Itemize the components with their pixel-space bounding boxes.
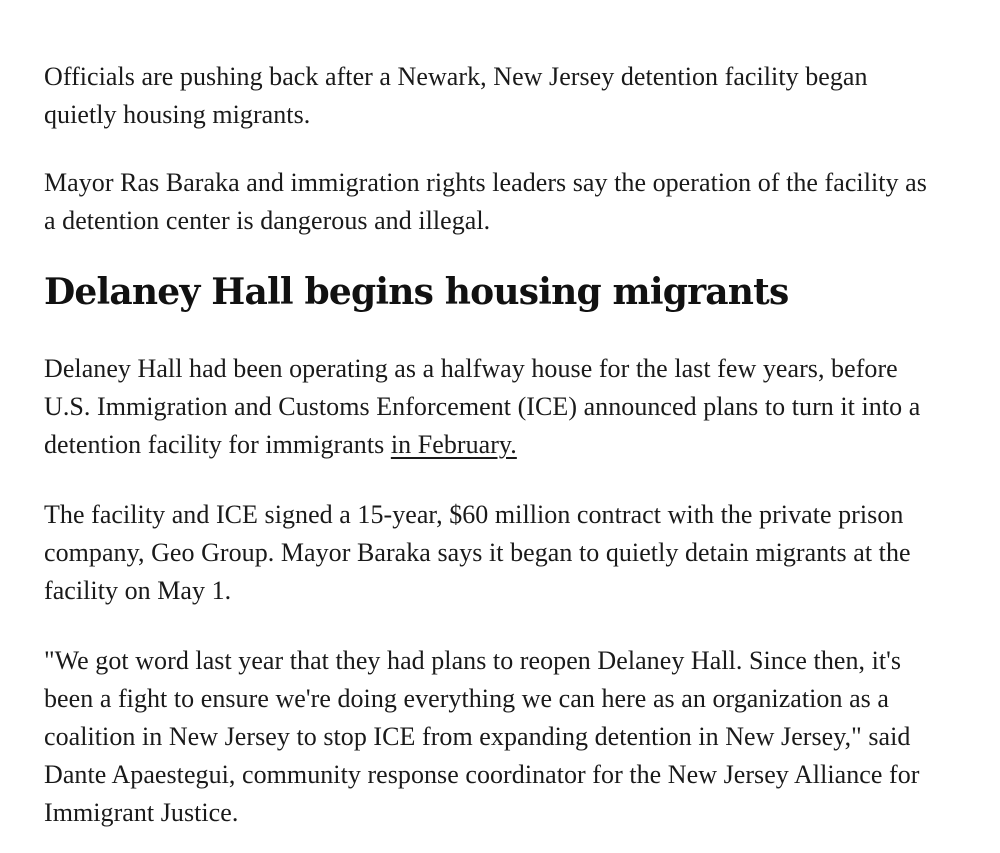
paragraph-delaney-history-text: Delaney Hall had been operating as a halfway house for the last few years, before U.S. Immigration and Customs Enforcement (ICE) announced plans to turn it into a detention facility for immigrants: [44, 354, 921, 459]
paragraph-delaney-history: [44, 350, 944, 464]
paragraph-contract: The facility and ICE signed a 15-year, $60 million contract with the private prison company, Geo Group. Mayor Baraka says it began to quietly detain migrants at the facility on May 1.: [44, 500, 911, 605]
article-body: [44, 58, 944, 832]
section-heading: Delaney Hall begins housing migrants: [44, 271, 789, 313]
paragraph-quote: "We got word last year that they had plans to reopen Delaney Hall. Since then, it's been a fight to ensure we're doing everything we can here as an organization as a coalition in New Jersey to stop ICE from expanding detention in New Jersey," said Dante Apaestegui, community response coordinator for the New Jersey Alliance for Immigrant Justice.: [44, 646, 920, 827]
paragraph-mayor-statement: Mayor Ras Baraka and immigration rights leaders say the operation of the facility as a detention center is dangerous and illegal.: [44, 168, 927, 235]
paragraph-intro: Officials are pushing back after a Newark, New Jersey detention facility began quietly housing migrants.: [44, 62, 868, 129]
in-february-link[interactable]: in February.: [390, 430, 517, 459]
